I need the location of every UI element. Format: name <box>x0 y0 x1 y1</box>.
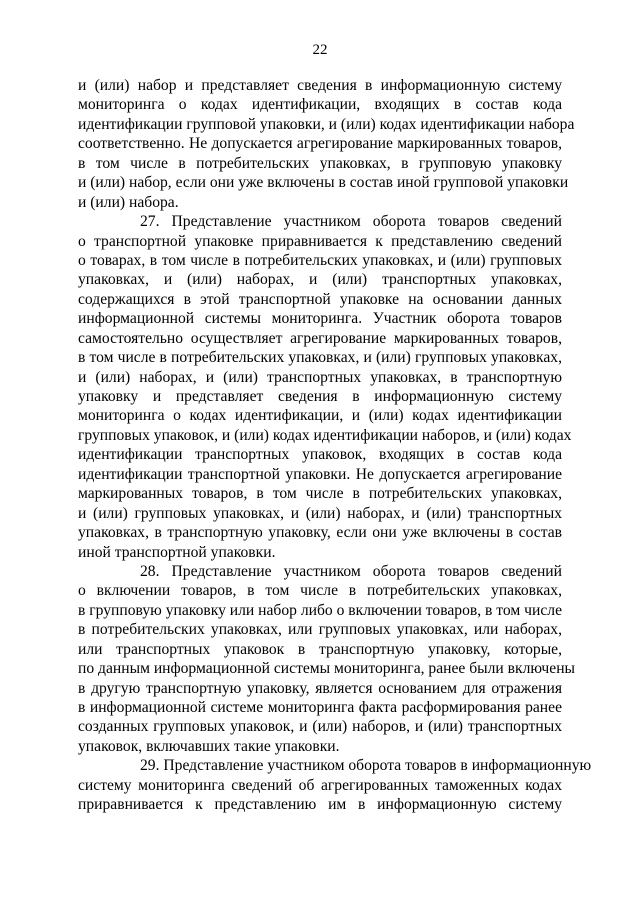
text-line: в информационной системе мониторинга факта расформирования ранее <box>78 699 562 716</box>
text-line: о транспортной упаковке приравнивается к представлению сведений <box>78 232 562 250</box>
document-body <box>78 76 592 815</box>
text-line: и (или) групповых упаковках, и (или) наборах, и (или) транспортных <box>78 504 562 522</box>
text-line: содержащихся в этой транспортной упаковке на основании данных <box>78 290 562 308</box>
text-line: в потребительских упаковках, или групповых упаковках, или наборах, <box>78 621 562 639</box>
text-line: приравнивается к представлению им в информационную систему <box>78 796 562 814</box>
text-line: мониторинга о кодах идентификации, входящих в состав кода <box>78 96 562 114</box>
text-line: соответственно. Не допускается агрегирование маркированных товаров, <box>78 135 562 153</box>
text-line: идентификации групповой упаковки, и (или) кодах идентификации набора <box>78 115 575 133</box>
page-number: 22 <box>312 42 328 58</box>
text-line: упаковках, и (или) наборах, и (или) транспортных упаковках, <box>78 271 562 289</box>
text-line: о включении товаров, в том числе в потребительских упаковках, <box>78 582 562 600</box>
text-line: или транспортных упаковок в транспортную упаковку, которые, <box>78 640 562 658</box>
text-line: созданных групповых упаковок, и (или) наборов, и (или) транспортных <box>78 718 562 736</box>
text-line: иной транспортной упаковки. <box>78 543 276 561</box>
text-line: систему мониторинга сведений об агрегированных таможенных кодах <box>78 776 562 794</box>
text-line: и (или) наборах, и (или) транспортных упаковках, в транспортную <box>78 368 562 386</box>
text-line: в другую транспортную упаковку, является основанием для отражения <box>78 679 562 697</box>
text-line: и (или) набора. <box>78 193 179 211</box>
text-line: по данным информационной системы мониторинга, ранее были включены <box>78 660 576 678</box>
text-line: 27. Представление участником оборота товаров сведений <box>140 213 562 231</box>
text-line: идентификации транспортных упаковок, входящих в состав кода <box>78 446 562 464</box>
text-line: групповых упаковок, и (или) кодах идентификации наборов, и (или) кодах <box>78 426 572 444</box>
text-line: в групповую упаковку или набор либо о включении товаров, в том числе <box>78 601 562 619</box>
text-line: информационной системы мониторинга. Участник оборота товаров <box>78 310 562 328</box>
text-line: идентификации транспортной упаковки. Не допускается агрегирование <box>78 465 562 483</box>
text-line: в том числе в потребительских упаковках, и (или) групповых упаковках, <box>78 349 562 367</box>
text-line: 28. Представление участником оборота товаров сведений <box>140 562 562 580</box>
text-line: и (или) набор и представляет сведения в информационную систему <box>78 77 562 94</box>
text-line: самостоятельно осуществляет агрегирование маркированных товаров, <box>78 329 562 347</box>
text-line: о товарах, в том числе в потребительских упаковках, и (или) групповых <box>78 251 562 269</box>
text-line: упаковках, в транспортную упаковку, если они уже включены в состав <box>78 524 562 542</box>
text-line: и (или) набор, если они уже включены в состав иной групповой упаковки <box>78 174 569 192</box>
text-line: в том числе в потребительских упаковках, в групповую упаковку <box>78 154 562 172</box>
text-line: упаковку и представляет сведения в информационную систему <box>78 388 562 405</box>
text-line: мониторинга о кодах идентификации, и (или) кодах идентификации <box>78 407 562 425</box>
text-line: маркированных товаров, в том числе в потребительских упаковках, <box>78 485 562 503</box>
text-line: упаковок, включавших такие упаковки. <box>78 737 340 755</box>
text-line: 29. Представление участником оборота товаров в информационную <box>140 757 592 775</box>
